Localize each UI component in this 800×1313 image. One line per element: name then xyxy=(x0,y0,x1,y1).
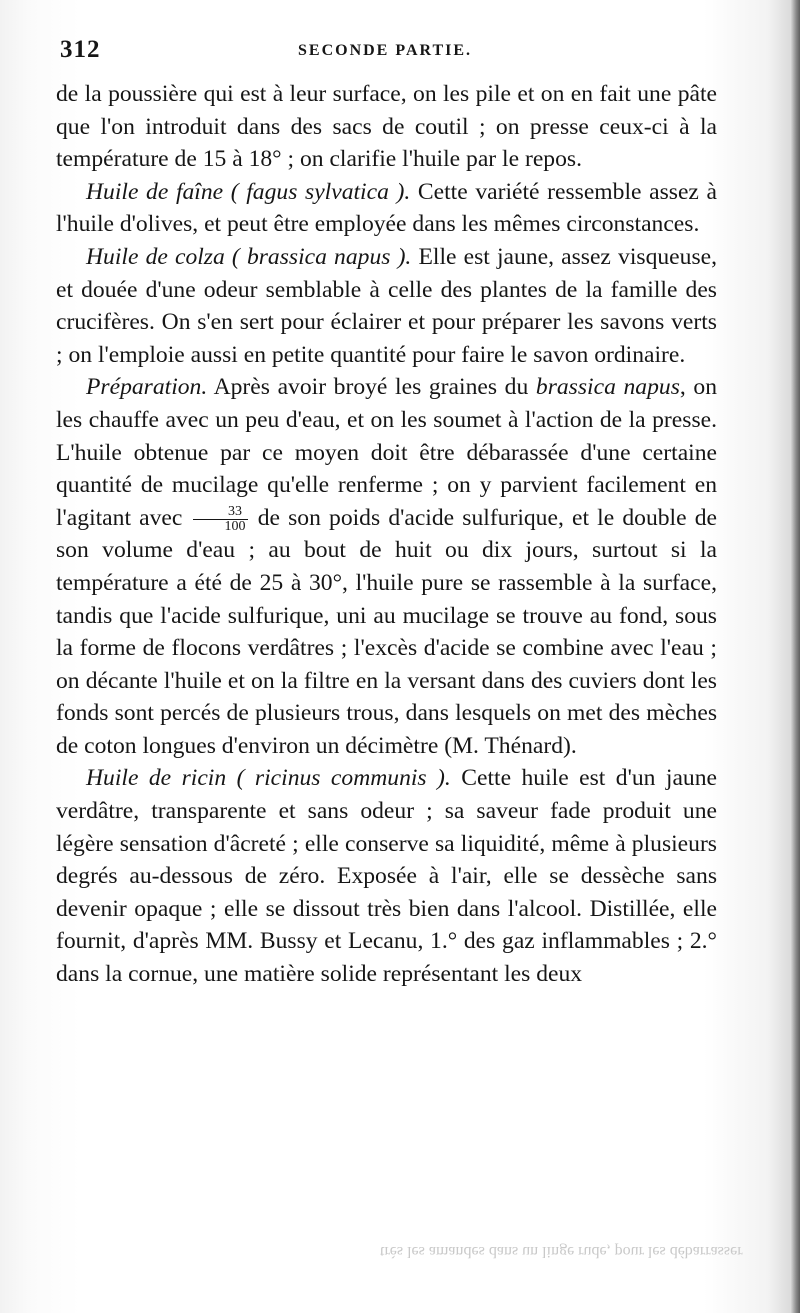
paragraph-huile-de-colza xyxy=(56,241,717,371)
paragraph-huile-de-faine xyxy=(56,176,717,241)
page-number: 312 xyxy=(60,36,101,63)
paragraph-text: Après avoir broyé les graines du xyxy=(207,374,536,401)
bleed-through-text: très les amandes dans un linge rude, pour les débarrasser xyxy=(380,1243,743,1260)
body-text xyxy=(56,78,717,991)
paragraph-text: Cette huile est d'un jaune verdâtre, transparente et sans odeur ; sa saveur fade produit une légère sensation d'âcreté ; elle conserve sa liquidité, même à plusieurs degrés au-dessous de zéro. Exposée à l'air, elle se dessèche sans devenir opaque ; elle se dissout très bien dans l'alcool. Distillée, elle fournit, d'après MM. Bussy et Lecanu, 1.° des gaz inflammables ; 2.° dans la cornue, une matière solide représentant les deux xyxy=(56,765,717,988)
paragraph-text: de son poids d'acide sulfurique, et le double de son volume d'eau ; au bout de huit ou dix jours, surtout si la température a été de 25 à 30°, l'huile pure se rassemble à la surface, tandis que l'acide sulfurique, uni au mucilage se trouve au fond, sous la forme de flocons verdâtres ; l'excès d'acide se combine avec l'eau ; on décante l'huile et on la filtre en la versant dans des cuviers dont les fonds sont percés de plusieurs trous, dans lesquels on met des mèches de coton longues d'environ un décimètre (M. Thénard). xyxy=(56,504,717,759)
paragraph-text: Cette variété ressemble assez à l'huile d'olives, et peut être employée dans les mêmes circonstances. xyxy=(56,178,717,238)
paragraph-text: , on les chauffe avec un peu d'eau, et on les soumet à l'action de la presse. L'huile obtenue par ce moyen doit être débarassée d'une certaine quantité de mucilage qu'elle renferme ; on y parvient facilement en l'agitant avec xyxy=(56,374,718,531)
paragraph-preparation xyxy=(56,371,717,762)
entry-heading: Huile de colza ( brassica napus ). xyxy=(86,243,412,270)
entry-heading: Huile de faîne ( fagus sylvatica ). xyxy=(86,178,411,205)
page-edge-shadow xyxy=(790,0,800,1313)
fraction xyxy=(193,505,248,534)
paragraph-text: de la poussière qui est à leur surface, on les pile et on en fait une pâte que l'on introduit dans des sacs de coutil ; on presse ceux-ci à la température de 15 à 18° ; on clarifie l'huile par le repos. xyxy=(56,81,717,173)
fraction-denominator: 100 xyxy=(224,518,246,534)
paragraph-text: Elle est jaune, assez visqueuse, et douée d'une odeur semblable à celle des plantes de la famille des crucifères. On s'en sert pour éclairer et pour préparer les savons verts ; on l'emploie aussi en petite quantité pour faire le savon ordinaire. xyxy=(56,243,717,368)
species-name: brassica napus xyxy=(535,374,680,401)
paragraph-huile-de-ricin xyxy=(56,762,717,990)
paragraph-continuation xyxy=(56,78,717,176)
entry-heading: Huile de ricin ( ricinus communis ). xyxy=(86,765,451,792)
entry-heading: Préparation. xyxy=(86,374,208,401)
fraction-numerator: 33 xyxy=(193,505,248,520)
page-header xyxy=(0,36,800,76)
running-head: SECONDE PARTIE. xyxy=(298,42,473,59)
